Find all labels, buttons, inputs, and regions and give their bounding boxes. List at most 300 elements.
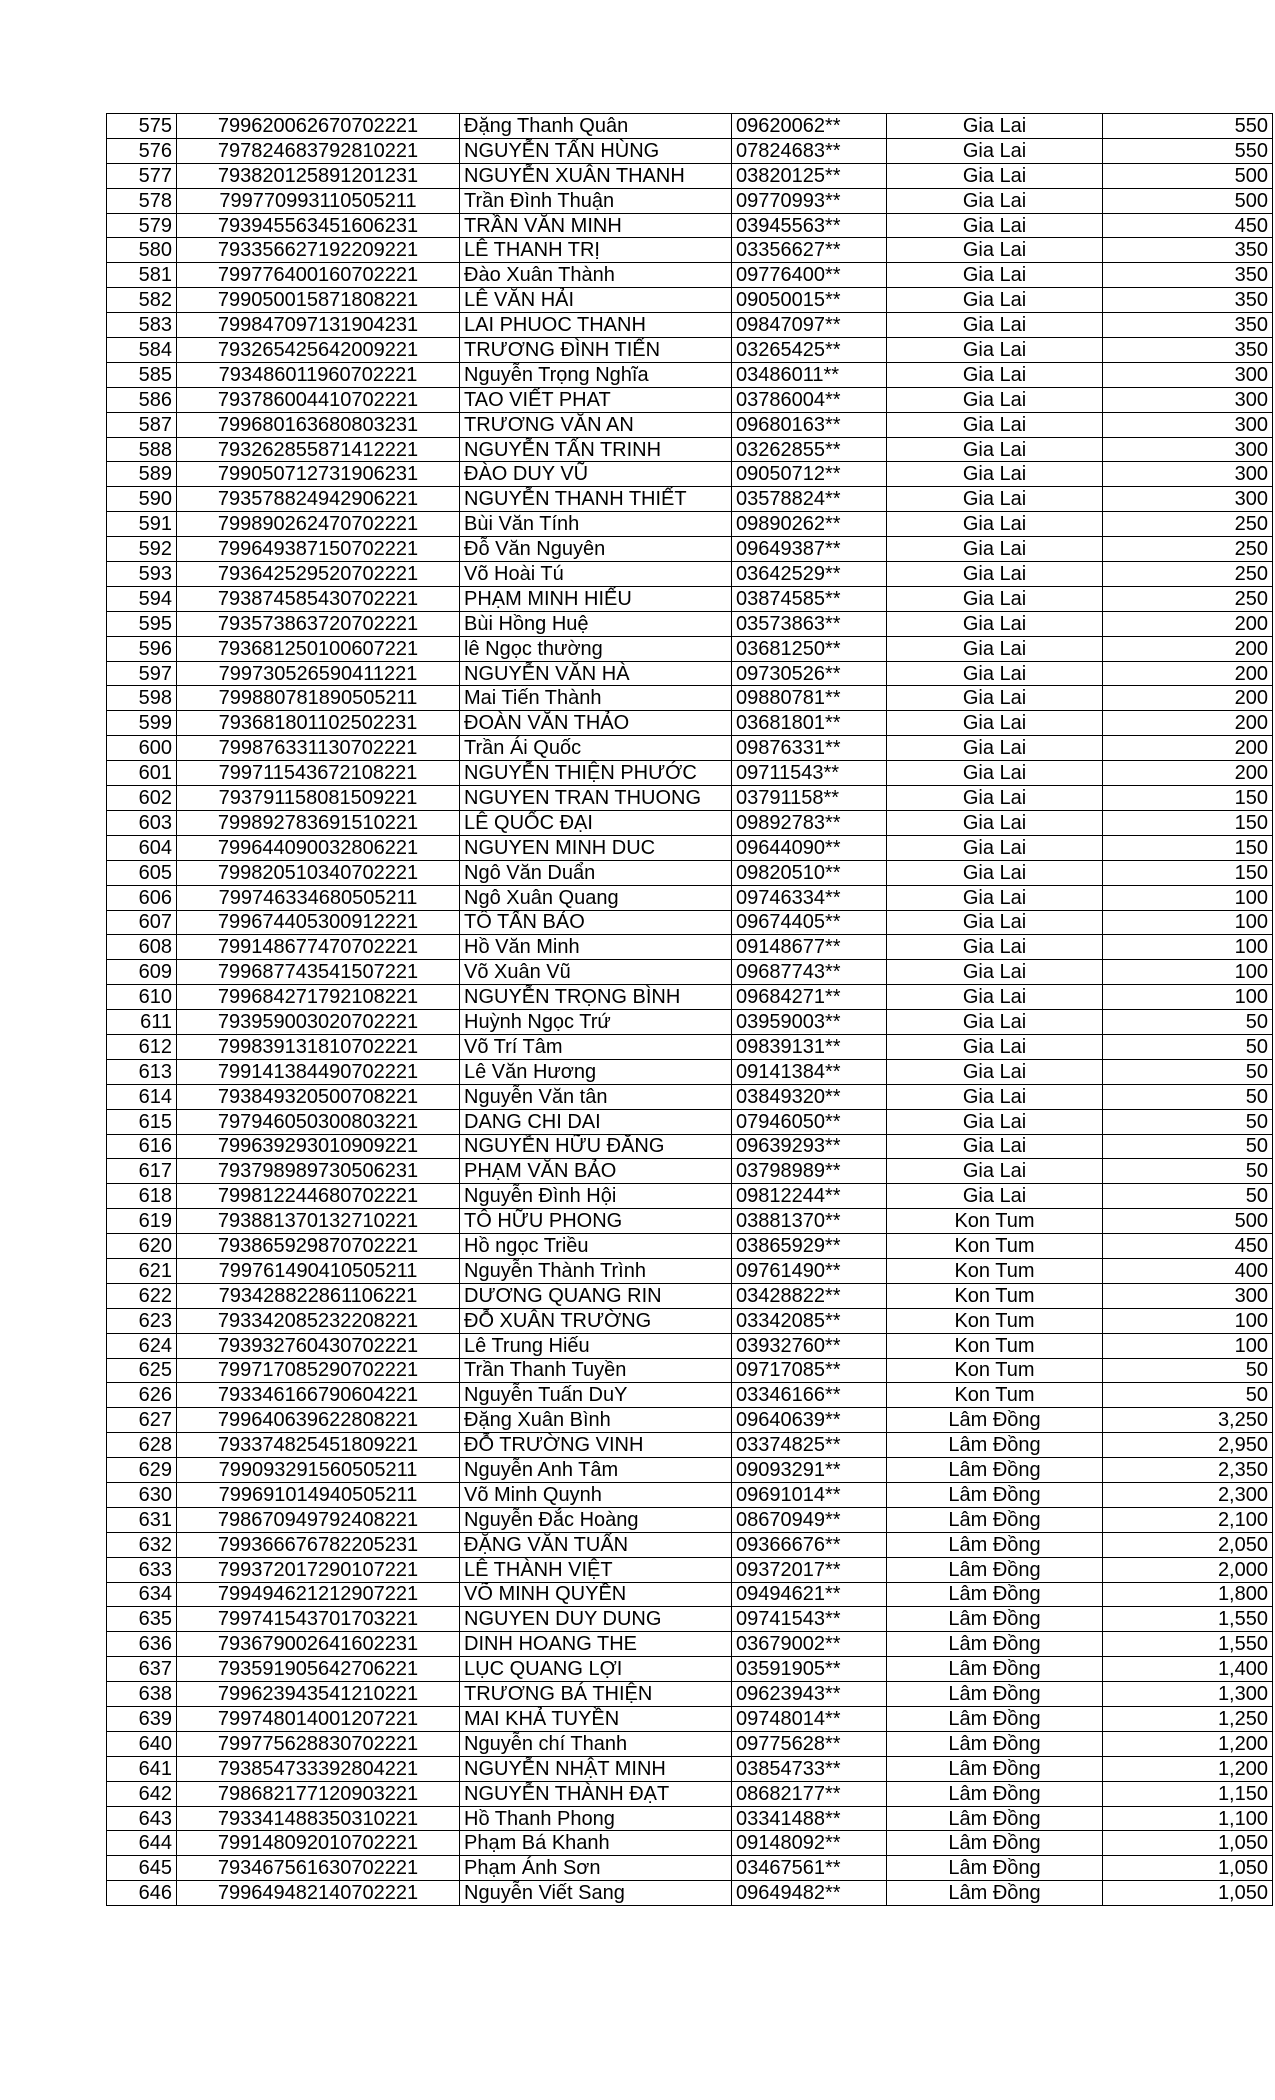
customer-name-cell: NGUYỄN THANH THIẾT bbox=[460, 487, 732, 512]
table-row bbox=[107, 338, 1273, 363]
row-number-cell: 618 bbox=[107, 1184, 177, 1209]
amount-cell: 150 bbox=[1103, 810, 1273, 835]
table-row bbox=[107, 213, 1273, 238]
transaction-code-cell: 793854733392804221 bbox=[177, 1756, 460, 1781]
row-number-cell: 634 bbox=[107, 1582, 177, 1607]
amount-cell: 500 bbox=[1103, 188, 1273, 213]
amount-cell: 100 bbox=[1103, 910, 1273, 935]
phone-number-cell: 09770993** bbox=[732, 188, 887, 213]
province-cell: Lâm Đồng bbox=[887, 1806, 1103, 1831]
table-row bbox=[107, 786, 1273, 811]
amount-cell: 300 bbox=[1103, 362, 1273, 387]
row-number-cell: 639 bbox=[107, 1707, 177, 1732]
row-number-cell: 599 bbox=[107, 711, 177, 736]
phone-number-cell: 09494621** bbox=[732, 1582, 887, 1607]
customer-name-cell: Nguyễn chí Thanh bbox=[460, 1731, 732, 1756]
province-cell: Gia Lai bbox=[887, 288, 1103, 313]
table-row bbox=[107, 1856, 1273, 1881]
amount-cell: 200 bbox=[1103, 611, 1273, 636]
phone-number-cell: 03642529** bbox=[732, 562, 887, 587]
transaction-code-cell: 799640639622808221 bbox=[177, 1408, 460, 1433]
table-row bbox=[107, 810, 1273, 835]
table-row bbox=[107, 188, 1273, 213]
table-row bbox=[107, 1010, 1273, 1035]
row-number-cell: 591 bbox=[107, 512, 177, 537]
transaction-code-cell: 793486011960702221 bbox=[177, 362, 460, 387]
table-row bbox=[107, 1408, 1273, 1433]
amount-cell: 2,100 bbox=[1103, 1507, 1273, 1532]
phone-number-cell: 09366676** bbox=[732, 1532, 887, 1557]
transaction-code-cell: 799746334680505211 bbox=[177, 885, 460, 910]
customer-name-cell: ĐỖ TRƯỜNG VINH bbox=[460, 1433, 732, 1458]
row-number-cell: 619 bbox=[107, 1209, 177, 1234]
amount-cell: 500 bbox=[1103, 1209, 1273, 1234]
province-cell: Gia Lai bbox=[887, 1134, 1103, 1159]
transaction-code-cell: 799776400160702221 bbox=[177, 263, 460, 288]
transaction-code-cell: 793374825451809221 bbox=[177, 1433, 460, 1458]
row-number-cell: 613 bbox=[107, 1059, 177, 1084]
row-number-cell: 585 bbox=[107, 362, 177, 387]
transaction-code-cell: 799649482140702221 bbox=[177, 1881, 460, 1906]
phone-number-cell: 09776400** bbox=[732, 263, 887, 288]
amount-cell: 550 bbox=[1103, 114, 1273, 139]
phone-number-cell: 03849320** bbox=[732, 1084, 887, 1109]
customer-name-cell: Lê Trung Hiếu bbox=[460, 1333, 732, 1358]
table-row bbox=[107, 1607, 1273, 1632]
amount-cell: 450 bbox=[1103, 213, 1273, 238]
customer-name-cell: lê Ngọc thường bbox=[460, 636, 732, 661]
amount-cell: 250 bbox=[1103, 562, 1273, 587]
table-row bbox=[107, 114, 1273, 139]
row-number-cell: 622 bbox=[107, 1283, 177, 1308]
row-number-cell: 594 bbox=[107, 586, 177, 611]
row-number-cell: 625 bbox=[107, 1358, 177, 1383]
row-number-cell: 631 bbox=[107, 1507, 177, 1532]
province-cell: Kon Tum bbox=[887, 1383, 1103, 1408]
province-cell: Gia Lai bbox=[887, 810, 1103, 835]
table-row bbox=[107, 1109, 1273, 1134]
table-row bbox=[107, 238, 1273, 263]
customer-name-cell: Đỗ Văn Nguyên bbox=[460, 537, 732, 562]
amount-cell: 300 bbox=[1103, 487, 1273, 512]
customer-name-cell: Võ Trí Tâm bbox=[460, 1034, 732, 1059]
row-number-cell: 602 bbox=[107, 786, 177, 811]
row-number-cell: 627 bbox=[107, 1408, 177, 1433]
amount-cell: 50 bbox=[1103, 1184, 1273, 1209]
table-row bbox=[107, 1707, 1273, 1732]
amount-cell: 2,350 bbox=[1103, 1458, 1273, 1483]
phone-number-cell: 03578824** bbox=[732, 487, 887, 512]
phone-number-cell: 09711543** bbox=[732, 761, 887, 786]
customer-name-cell: TRƯƠNG VĂN AN bbox=[460, 412, 732, 437]
phone-number-cell: 09050712** bbox=[732, 462, 887, 487]
row-number-cell: 640 bbox=[107, 1731, 177, 1756]
amount-cell: 100 bbox=[1103, 1333, 1273, 1358]
transaction-code-cell: 799649387150702221 bbox=[177, 537, 460, 562]
customer-name-cell: NGUYEN MINH DUC bbox=[460, 835, 732, 860]
phone-number-cell: 03262855** bbox=[732, 437, 887, 462]
customer-name-cell: Huỳnh Ngọc Trứ bbox=[460, 1010, 732, 1035]
province-cell: Lâm Đồng bbox=[887, 1582, 1103, 1607]
phone-number-cell: 03874585** bbox=[732, 586, 887, 611]
table-row bbox=[107, 512, 1273, 537]
phone-number-cell: 03573863** bbox=[732, 611, 887, 636]
phone-number-cell: 09639293** bbox=[732, 1134, 887, 1159]
province-cell: Lâm Đồng bbox=[887, 1731, 1103, 1756]
province-cell: Lâm Đồng bbox=[887, 1781, 1103, 1806]
customer-name-cell: ĐÀO DUY VŨ bbox=[460, 462, 732, 487]
table-row bbox=[107, 835, 1273, 860]
row-number-cell: 578 bbox=[107, 188, 177, 213]
province-cell: Gia Lai bbox=[887, 1159, 1103, 1184]
transaction-code-cell: 799148092010702221 bbox=[177, 1831, 460, 1856]
amount-cell: 50 bbox=[1103, 1159, 1273, 1184]
row-number-cell: 633 bbox=[107, 1557, 177, 1582]
province-cell: Gia Lai bbox=[887, 238, 1103, 263]
row-number-cell: 609 bbox=[107, 960, 177, 985]
province-cell: Lâm Đồng bbox=[887, 1482, 1103, 1507]
amount-cell: 100 bbox=[1103, 1308, 1273, 1333]
customer-name-cell: PHẠM MINH HIẾU bbox=[460, 586, 732, 611]
phone-number-cell: 09775628** bbox=[732, 1731, 887, 1756]
phone-number-cell: 09748014** bbox=[732, 1707, 887, 1732]
table-row bbox=[107, 910, 1273, 935]
row-number-cell: 620 bbox=[107, 1234, 177, 1259]
transaction-code-cell: 799717085290702221 bbox=[177, 1358, 460, 1383]
row-number-cell: 596 bbox=[107, 636, 177, 661]
amount-cell: 150 bbox=[1103, 786, 1273, 811]
customer-name-cell: TÔ TẤN BẢO bbox=[460, 910, 732, 935]
phone-number-cell: 03854733** bbox=[732, 1756, 887, 1781]
table-row bbox=[107, 885, 1273, 910]
amount-cell: 200 bbox=[1103, 736, 1273, 761]
row-number-cell: 624 bbox=[107, 1333, 177, 1358]
row-number-cell: 642 bbox=[107, 1781, 177, 1806]
province-cell: Lâm Đồng bbox=[887, 1707, 1103, 1732]
phone-number-cell: 09687743** bbox=[732, 960, 887, 985]
customer-name-cell: NGUYEN DUY DUNG bbox=[460, 1607, 732, 1632]
transaction-code-cell: 793341488350310221 bbox=[177, 1806, 460, 1831]
amount-cell: 150 bbox=[1103, 860, 1273, 885]
transaction-code-cell: 799639293010909221 bbox=[177, 1134, 460, 1159]
province-cell: Lâm Đồng bbox=[887, 1632, 1103, 1657]
row-number-cell: 587 bbox=[107, 412, 177, 437]
table-row bbox=[107, 1333, 1273, 1358]
transaction-code-cell: 793356627192209221 bbox=[177, 238, 460, 263]
amount-cell: 200 bbox=[1103, 661, 1273, 686]
transaction-code-cell: 793820125891201231 bbox=[177, 163, 460, 188]
transaction-code-cell: 793959003020702221 bbox=[177, 1010, 460, 1035]
amount-cell: 500 bbox=[1103, 163, 1273, 188]
row-number-cell: 626 bbox=[107, 1383, 177, 1408]
amount-cell: 50 bbox=[1103, 1383, 1273, 1408]
table-row bbox=[107, 761, 1273, 786]
customer-name-cell: Hồ ngọc Triều bbox=[460, 1234, 732, 1259]
amount-cell: 1,050 bbox=[1103, 1831, 1273, 1856]
transaction-code-cell: 799687743541507221 bbox=[177, 960, 460, 985]
province-cell: Kon Tum bbox=[887, 1333, 1103, 1358]
table-body bbox=[107, 114, 1273, 1906]
row-number-cell: 616 bbox=[107, 1134, 177, 1159]
province-cell: Gia Lai bbox=[887, 1184, 1103, 1209]
amount-cell: 50 bbox=[1103, 1084, 1273, 1109]
customer-name-cell: Trần Thanh Tuyền bbox=[460, 1358, 732, 1383]
transaction-code-cell: 799892783691510221 bbox=[177, 810, 460, 835]
amount-cell: 250 bbox=[1103, 512, 1273, 537]
province-cell: Gia Lai bbox=[887, 1109, 1103, 1134]
row-number-cell: 628 bbox=[107, 1433, 177, 1458]
amount-cell: 50 bbox=[1103, 1010, 1273, 1035]
table-row bbox=[107, 1756, 1273, 1781]
transaction-code-cell: 799775628830702221 bbox=[177, 1731, 460, 1756]
transaction-code-cell: 793791158081509221 bbox=[177, 786, 460, 811]
phone-number-cell: 09148677** bbox=[732, 935, 887, 960]
amount-cell: 350 bbox=[1103, 263, 1273, 288]
row-number-cell: 583 bbox=[107, 313, 177, 338]
transaction-code-cell: 799847097131904231 bbox=[177, 313, 460, 338]
transaction-code-cell: 799494621212907221 bbox=[177, 1582, 460, 1607]
transaction-code-cell: 799680163680803231 bbox=[177, 412, 460, 437]
amount-cell: 50 bbox=[1103, 1059, 1273, 1084]
transaction-code-cell: 799812244680702221 bbox=[177, 1184, 460, 1209]
customer-name-cell: DƯƠNG QUANG RIN bbox=[460, 1283, 732, 1308]
customer-name-cell: PHẠM VĂN BẢO bbox=[460, 1159, 732, 1184]
table-row bbox=[107, 437, 1273, 462]
transaction-code-cell: 793578824942906221 bbox=[177, 487, 460, 512]
phone-number-cell: 09674405** bbox=[732, 910, 887, 935]
phone-number-cell: 03798989** bbox=[732, 1159, 887, 1184]
table-row bbox=[107, 636, 1273, 661]
row-number-cell: 646 bbox=[107, 1881, 177, 1906]
row-number-cell: 636 bbox=[107, 1632, 177, 1657]
table-row bbox=[107, 686, 1273, 711]
table-row bbox=[107, 1458, 1273, 1483]
province-cell: Lâm Đồng bbox=[887, 1657, 1103, 1682]
table-row bbox=[107, 487, 1273, 512]
transaction-code-cell: 799148677470702221 bbox=[177, 935, 460, 960]
table-row bbox=[107, 1557, 1273, 1582]
table-row bbox=[107, 1308, 1273, 1333]
transaction-code-cell: 799890262470702221 bbox=[177, 512, 460, 537]
phone-number-cell: 03945563** bbox=[732, 213, 887, 238]
customer-name-cell: DINH HOANG THE bbox=[460, 1632, 732, 1657]
row-number-cell: 623 bbox=[107, 1308, 177, 1333]
amount-cell: 1,300 bbox=[1103, 1682, 1273, 1707]
province-cell: Gia Lai bbox=[887, 636, 1103, 661]
province-cell: Gia Lai bbox=[887, 686, 1103, 711]
phone-number-cell: 07824683** bbox=[732, 138, 887, 163]
province-cell: Gia Lai bbox=[887, 412, 1103, 437]
transaction-code-cell: 799623943541210221 bbox=[177, 1682, 460, 1707]
row-number-cell: 603 bbox=[107, 810, 177, 835]
row-number-cell: 606 bbox=[107, 885, 177, 910]
row-number-cell: 577 bbox=[107, 163, 177, 188]
table-row bbox=[107, 1657, 1273, 1682]
amount-cell: 250 bbox=[1103, 537, 1273, 562]
phone-number-cell: 09730526** bbox=[732, 661, 887, 686]
customer-name-cell: Nguyễn Tuấn DuY bbox=[460, 1383, 732, 1408]
transaction-code-cell: 793265425642009221 bbox=[177, 338, 460, 363]
transaction-code-cell: 799711543672108221 bbox=[177, 761, 460, 786]
transaction-code-cell: 799770993110505211 bbox=[177, 188, 460, 213]
phone-number-cell: 09761490** bbox=[732, 1258, 887, 1283]
row-number-cell: 582 bbox=[107, 288, 177, 313]
province-cell: Gia Lai bbox=[887, 487, 1103, 512]
table-row bbox=[107, 138, 1273, 163]
row-number-cell: 590 bbox=[107, 487, 177, 512]
province-cell: Lâm Đồng bbox=[887, 1458, 1103, 1483]
amount-cell: 550 bbox=[1103, 138, 1273, 163]
amount-cell: 300 bbox=[1103, 462, 1273, 487]
table-row bbox=[107, 1059, 1273, 1084]
phone-number-cell: 09093291** bbox=[732, 1458, 887, 1483]
transaction-code-cell: 793681801102502231 bbox=[177, 711, 460, 736]
phone-number-cell: 03341488** bbox=[732, 1806, 887, 1831]
table-row bbox=[107, 537, 1273, 562]
row-number-cell: 615 bbox=[107, 1109, 177, 1134]
phone-number-cell: 03428822** bbox=[732, 1283, 887, 1308]
province-cell: Gia Lai bbox=[887, 860, 1103, 885]
customer-name-cell: Hồ Thanh Phong bbox=[460, 1806, 732, 1831]
transaction-code-cell: 799730526590411221 bbox=[177, 661, 460, 686]
amount-cell: 2,300 bbox=[1103, 1482, 1273, 1507]
province-cell: Gia Lai bbox=[887, 960, 1103, 985]
customer-name-cell: LAI PHUOC THANH bbox=[460, 313, 732, 338]
row-number-cell: 643 bbox=[107, 1806, 177, 1831]
phone-number-cell: 09649387** bbox=[732, 537, 887, 562]
table-row bbox=[107, 1881, 1273, 1906]
transaction-code-cell: 793467561630702221 bbox=[177, 1856, 460, 1881]
province-cell: Lâm Đồng bbox=[887, 1856, 1103, 1881]
province-cell: Gia Lai bbox=[887, 736, 1103, 761]
customer-name-cell: NGUYỄN TẤN TRINH bbox=[460, 437, 732, 462]
table-row bbox=[107, 1209, 1273, 1234]
province-cell: Gia Lai bbox=[887, 537, 1103, 562]
province-cell: Gia Lai bbox=[887, 362, 1103, 387]
transaction-code-cell: 799748014001207221 bbox=[177, 1707, 460, 1732]
table-row bbox=[107, 362, 1273, 387]
phone-number-cell: 09680163** bbox=[732, 412, 887, 437]
customer-name-cell: Ngô Văn Duẩn bbox=[460, 860, 732, 885]
amount-cell: 100 bbox=[1103, 985, 1273, 1010]
amount-cell: 1,800 bbox=[1103, 1582, 1273, 1607]
province-cell: Kon Tum bbox=[887, 1308, 1103, 1333]
customer-name-cell: DANG CHI DAI bbox=[460, 1109, 732, 1134]
table-row bbox=[107, 611, 1273, 636]
transaction-code-cell: 799741543701703221 bbox=[177, 1607, 460, 1632]
transaction-code-cell: 793591905642706221 bbox=[177, 1657, 460, 1682]
row-number-cell: 630 bbox=[107, 1482, 177, 1507]
amount-cell: 1,550 bbox=[1103, 1632, 1273, 1657]
amount-cell: 2,000 bbox=[1103, 1557, 1273, 1582]
row-number-cell: 593 bbox=[107, 562, 177, 587]
table-row bbox=[107, 1731, 1273, 1756]
phone-number-cell: 09717085** bbox=[732, 1358, 887, 1383]
transaction-code-cell: 799372017290107221 bbox=[177, 1557, 460, 1582]
phone-number-cell: 09812244** bbox=[732, 1184, 887, 1209]
amount-cell: 300 bbox=[1103, 1283, 1273, 1308]
customer-name-cell: ĐẶNG VĂN TUẤN bbox=[460, 1532, 732, 1557]
phone-number-cell: 03346166** bbox=[732, 1383, 887, 1408]
phone-number-cell: 09623943** bbox=[732, 1682, 887, 1707]
customer-name-cell: Lê Văn Hương bbox=[460, 1059, 732, 1084]
amount-cell: 200 bbox=[1103, 686, 1273, 711]
table-row bbox=[107, 1258, 1273, 1283]
amount-cell: 2,050 bbox=[1103, 1532, 1273, 1557]
customer-name-cell: ĐỖ XUÂN TRƯỜNG bbox=[460, 1308, 732, 1333]
province-cell: Kon Tum bbox=[887, 1234, 1103, 1259]
row-number-cell: 576 bbox=[107, 138, 177, 163]
row-number-cell: 580 bbox=[107, 238, 177, 263]
transaction-code-cell: 799050712731906231 bbox=[177, 462, 460, 487]
transaction-code-cell: 793428822861106221 bbox=[177, 1283, 460, 1308]
row-number-cell: 632 bbox=[107, 1532, 177, 1557]
province-cell: Lâm Đồng bbox=[887, 1557, 1103, 1582]
phone-number-cell: 07946050** bbox=[732, 1109, 887, 1134]
row-number-cell: 584 bbox=[107, 338, 177, 363]
customer-name-cell: LỤC QUANG LỢI bbox=[460, 1657, 732, 1682]
transaction-code-cell: 793786004410702221 bbox=[177, 387, 460, 412]
table-row bbox=[107, 1084, 1273, 1109]
phone-number-cell: 03679002** bbox=[732, 1632, 887, 1657]
transaction-code-cell: 798670949792408221 bbox=[177, 1507, 460, 1532]
amount-cell: 1,150 bbox=[1103, 1781, 1273, 1806]
customer-name-cell: Nguyễn Đắc Hoàng bbox=[460, 1507, 732, 1532]
phone-number-cell: 09892783** bbox=[732, 810, 887, 835]
province-cell: Kon Tum bbox=[887, 1209, 1103, 1234]
transaction-code-cell: 797946050300803221 bbox=[177, 1109, 460, 1134]
customer-name-cell: NGUYỄN TRỌNG BÌNH bbox=[460, 985, 732, 1010]
table-row bbox=[107, 263, 1273, 288]
phone-number-cell: 09847097** bbox=[732, 313, 887, 338]
phone-number-cell: 03932760** bbox=[732, 1333, 887, 1358]
table-row bbox=[107, 1781, 1273, 1806]
transaction-code-cell: 799839131810702221 bbox=[177, 1034, 460, 1059]
customer-name-cell: NGUYỄN TẤN HÙNG bbox=[460, 138, 732, 163]
row-number-cell: 608 bbox=[107, 935, 177, 960]
province-cell: Gia Lai bbox=[887, 1010, 1103, 1035]
table-row bbox=[107, 1632, 1273, 1657]
phone-number-cell: 09141384** bbox=[732, 1059, 887, 1084]
table-row bbox=[107, 711, 1273, 736]
phone-number-cell: 09640639** bbox=[732, 1408, 887, 1433]
phone-number-cell: 09649482** bbox=[732, 1881, 887, 1906]
province-cell: Gia Lai bbox=[887, 338, 1103, 363]
customer-name-cell: NGUYEN TRAN THUONG bbox=[460, 786, 732, 811]
transaction-code-cell: 793881370132710221 bbox=[177, 1209, 460, 1234]
row-number-cell: 575 bbox=[107, 114, 177, 139]
transaction-code-cell: 799876331130702221 bbox=[177, 736, 460, 761]
customer-name-cell: TRƯƠNG BÁ THIỆN bbox=[460, 1682, 732, 1707]
table-row bbox=[107, 1034, 1273, 1059]
customer-name-cell: LÊ VĂN HẢI bbox=[460, 288, 732, 313]
row-number-cell: 586 bbox=[107, 387, 177, 412]
phone-number-cell: 03681801** bbox=[732, 711, 887, 736]
amount-cell: 350 bbox=[1103, 338, 1273, 363]
transaction-code-cell: 793932760430702221 bbox=[177, 1333, 460, 1358]
table-row bbox=[107, 288, 1273, 313]
province-cell: Gia Lai bbox=[887, 786, 1103, 811]
customer-name-cell: TAO VIẾT PHAT bbox=[460, 387, 732, 412]
transaction-code-cell: 799366676782205231 bbox=[177, 1532, 460, 1557]
table-row bbox=[107, 1682, 1273, 1707]
customer-name-cell: Nguyễn Trọng Nghĩa bbox=[460, 362, 732, 387]
transaction-code-cell: 799674405300912221 bbox=[177, 910, 460, 935]
customer-name-cell: Đặng Xuân Bình bbox=[460, 1408, 732, 1433]
row-number-cell: 607 bbox=[107, 910, 177, 935]
customer-name-cell: LÊ THANH TRỊ bbox=[460, 238, 732, 263]
amount-cell: 350 bbox=[1103, 313, 1273, 338]
